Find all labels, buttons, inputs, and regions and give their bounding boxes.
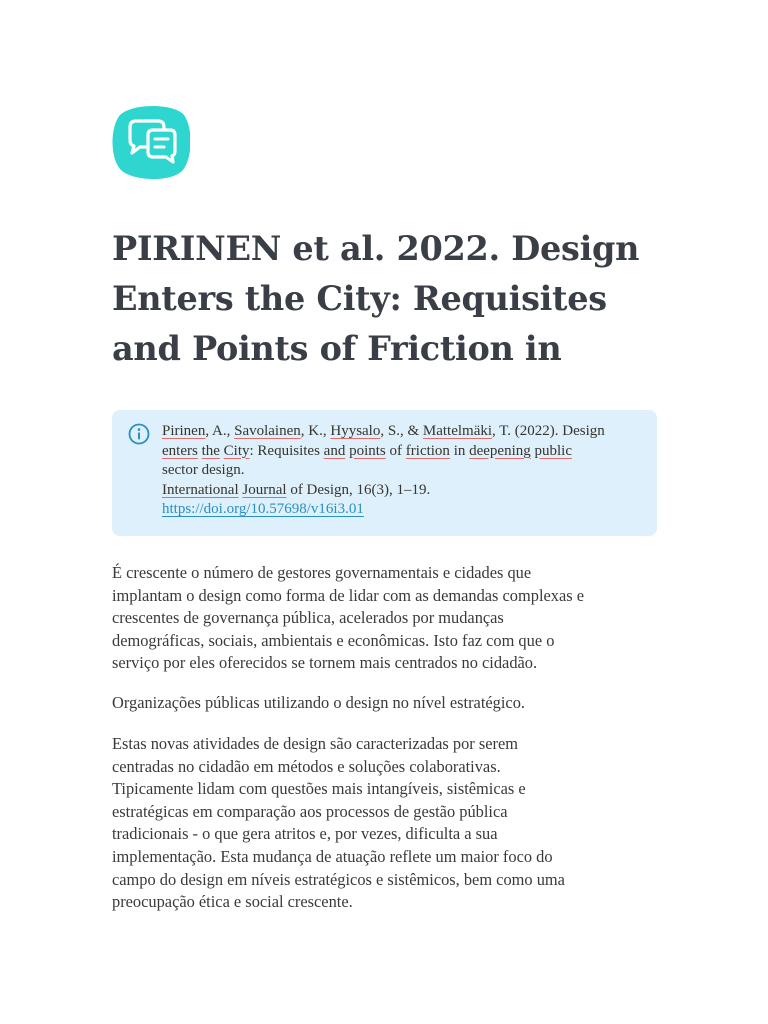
paragraph-line: Organizações públicas utilizando o design no nível estratégico. <box>112 693 525 712</box>
paragraph-line: serviço por eles oferecidos se tornem mais centrados no cidadão. <box>112 653 538 673</box>
citation-word: City <box>223 442 250 459</box>
citation-fragment: , A., <box>205 423 235 439</box>
title-line: Enters the City: Requisites <box>112 279 607 318</box>
citation-line-journal <box>162 481 642 501</box>
paragraph-line: Tipicamente lidam com questões mais intangíveis, sistêmicas e <box>112 779 526 799</box>
citation-word: enters <box>162 442 198 459</box>
title-line: PIRINEN et al. 2022. Design <box>112 229 640 268</box>
chat-bubbles-icon <box>112 105 190 179</box>
author-name: Savolainen <box>234 423 301 439</box>
paragraph-line: estratégicas em comparação aos processos de gestão pública <box>112 801 508 821</box>
paragraph-line: É crescente o número de gestores governamentais e cidades que <box>112 563 532 582</box>
paragraph-strategic <box>112 692 657 715</box>
paragraph-line: preocupação ética e social crescente. <box>112 892 353 912</box>
citation-line-title-end: sector design. <box>162 462 245 479</box>
title-line: and Points of Friction in <box>112 329 562 368</box>
paragraph-line: tradicionais - o que gera atritos e, por vezes, dificulta a sua <box>112 824 498 844</box>
paragraph-activities <box>112 733 657 914</box>
author-name: Mattelmäki <box>422 423 493 439</box>
paragraph-line: crescentes de governança pública, acelerados por mudanças <box>112 608 504 628</box>
citation-word: and <box>323 442 346 459</box>
citation-text <box>162 422 642 520</box>
paragraph-line: centradas no cidadão em métodos e soluções colaborativas. <box>112 756 501 776</box>
citation-line-authors <box>162 422 642 442</box>
author-name: Pirinen <box>162 423 206 439</box>
page-title <box>112 224 657 374</box>
citation-fragment: of Design, 16(3), 1–19. <box>286 481 431 498</box>
citation-fragment: , K., <box>300 423 331 439</box>
paragraph-line: implantam o design como forma de lidar com as demandas complexas e <box>112 585 584 605</box>
paragraph-line: Estas novas atividades de design são caracterizadas por serem <box>112 734 518 753</box>
paragraph-line: demográficas, sociais, ambientais e econômicas. Isto faz com que o <box>112 630 555 650</box>
author-name: Hyysalo <box>330 423 381 439</box>
citation-line-doi <box>162 500 642 520</box>
paragraph-line: campo do design em níveis estratégicos e sistêmicos, bem como uma <box>112 869 565 889</box>
citation-fragment: , T. (2022). Design <box>492 423 605 439</box>
citation-word: the <box>201 442 220 459</box>
info-icon <box>128 423 150 445</box>
citation-line-title <box>162 442 642 462</box>
paragraph-intro <box>112 562 657 675</box>
doi-link[interactable]: https://doi.org/10.57698/v16i3.01 <box>162 501 364 518</box>
citation-word: International <box>162 481 239 498</box>
citation-word: public <box>534 442 572 459</box>
citation-callout <box>112 410 657 536</box>
citation-word: friction <box>405 442 450 459</box>
citation-fragment: , S., & <box>380 423 423 439</box>
citation-fragment: in <box>449 442 470 459</box>
citation-fragment: of <box>385 442 406 459</box>
citation-fragment: : Requisites <box>249 442 324 459</box>
citation-word: points <box>349 442 386 459</box>
paragraph-line: implementação. Esta mudança de atuação reflete um maior foco do <box>112 846 553 866</box>
citation-word: Journal <box>242 481 287 498</box>
citation-word: deepening <box>469 442 531 459</box>
